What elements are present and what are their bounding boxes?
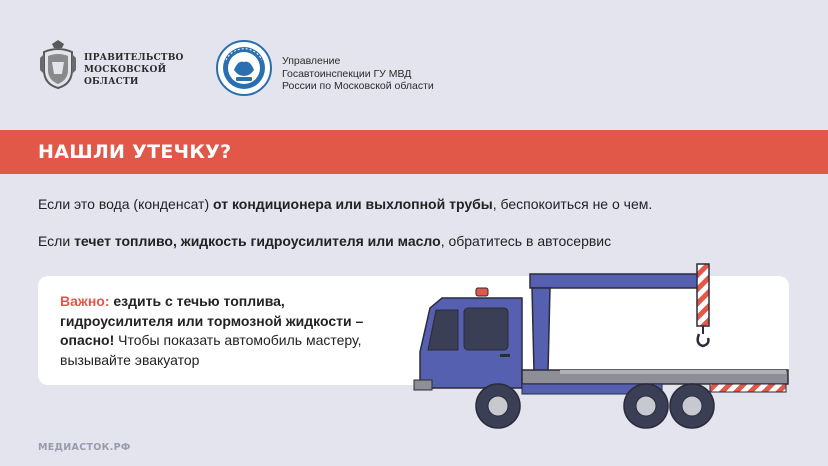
gai-badge-icon bbox=[216, 40, 272, 96]
rear-wheel-2 bbox=[670, 384, 714, 428]
line1-post: , беспокоиться не о чем. bbox=[492, 196, 653, 212]
warning-normal: Чтобы показать автомобиль мастеру, вызывайте эвакуатор bbox=[60, 332, 362, 368]
org2-line: Госавтоинспекции ГУ МВД bbox=[282, 67, 412, 80]
banner-title: НАШЛИ УТЕЧКУ? bbox=[38, 141, 232, 163]
front-wheel bbox=[476, 384, 520, 428]
info-line-condensate bbox=[38, 196, 652, 212]
tow-truck-icon bbox=[410, 262, 795, 434]
line2-pre: Если bbox=[38, 233, 75, 249]
org1-line: ПРАВИТЕЛЬСТВО bbox=[84, 53, 184, 63]
warning-label: Важно: bbox=[60, 293, 110, 309]
org1-line: ОБЛАСТИ bbox=[84, 77, 139, 87]
line1-bold: от кондиционера или выхлопной трубы bbox=[213, 196, 493, 212]
rear-wheel-1 bbox=[624, 384, 668, 428]
government-org-name bbox=[84, 52, 204, 88]
title-banner bbox=[0, 130, 828, 174]
line2-post: , обратитесь в автосервис bbox=[440, 233, 612, 249]
line1-pre: Если это вода (конденсат) bbox=[38, 196, 214, 212]
org2-line: Управление bbox=[282, 55, 341, 67]
footer-source: МЕДИАСТОК.РФ bbox=[38, 442, 131, 453]
info-line-leak bbox=[38, 233, 611, 249]
moscow-oblast-coat-of-arms-icon bbox=[38, 40, 78, 90]
line2-bold: течет топливо, жидкость гидроусилителя или масло bbox=[74, 233, 441, 249]
org1-line: МОСКОВСКОЙ bbox=[84, 65, 167, 75]
warning-bold: ездить с течью топлива, гидроусилителя или тормозной жидкости – опасно! bbox=[60, 293, 364, 348]
org2-line: России по Московской области bbox=[282, 80, 434, 92]
gai-org-name bbox=[282, 55, 482, 93]
warning-text bbox=[60, 292, 390, 370]
